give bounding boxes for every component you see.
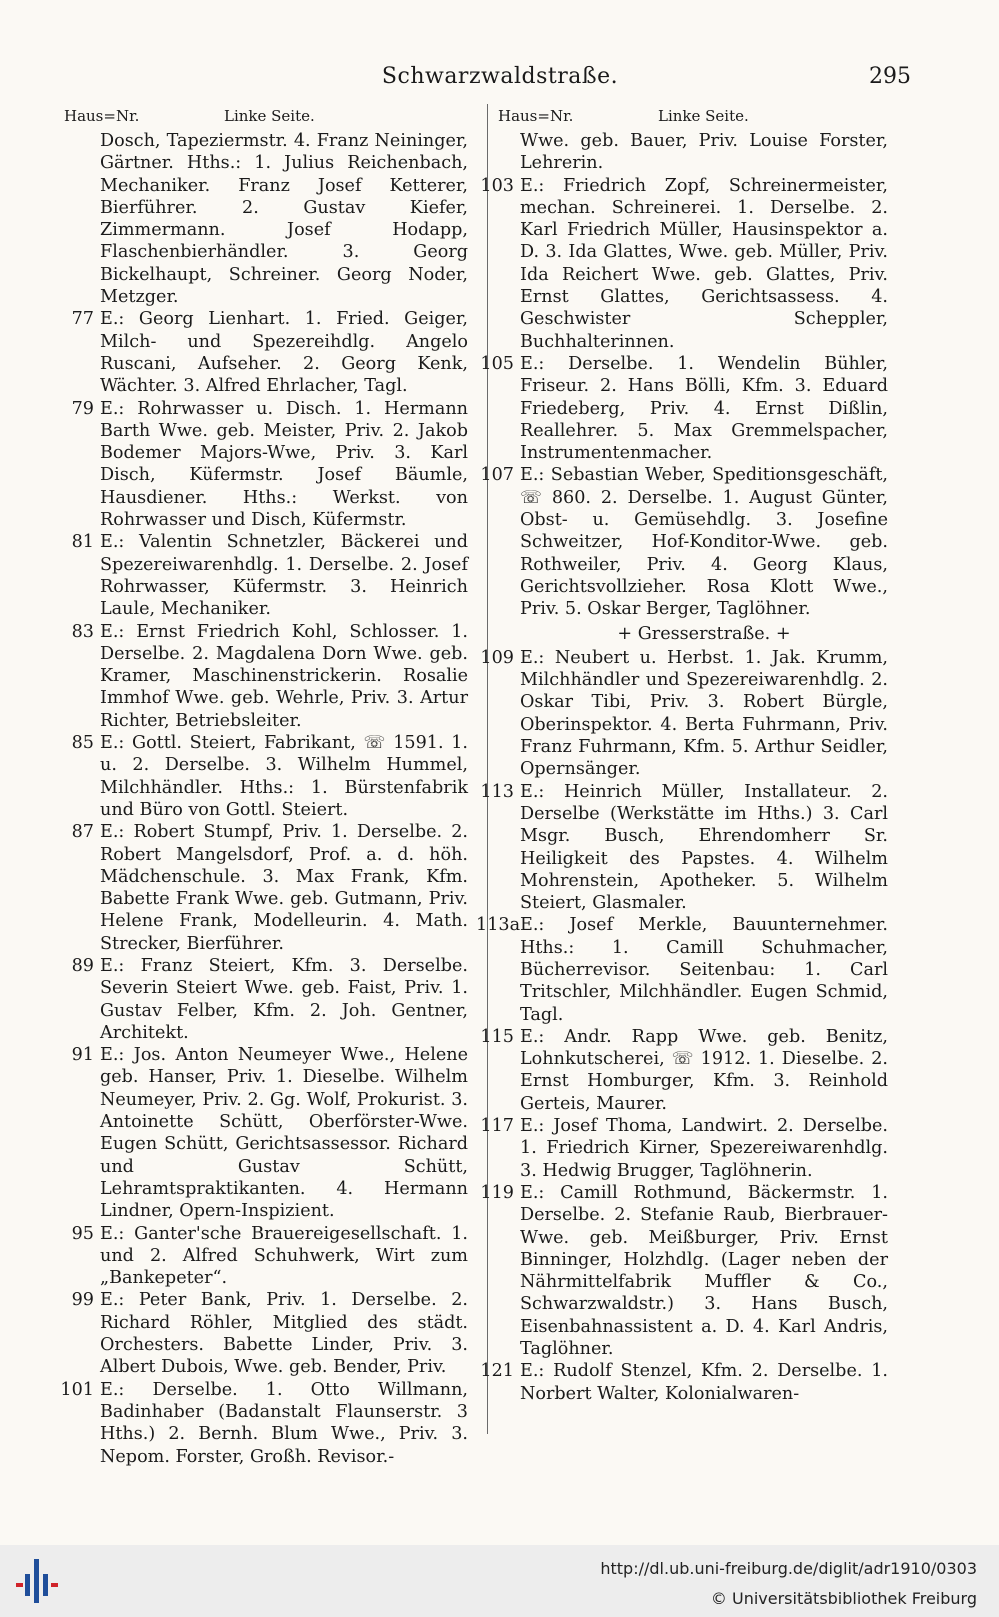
house-number: 77 [71,309,94,330]
side-label: Linke Seite. [224,107,315,125]
continued-entry: Dosch, Tapeziermstr. 4. Franz Neininger, Gärtner. Hths.: 1. Julius Reichenbach, Mechaniker. Franz Josef Ketterer, Bierführer. 2. Gustav Kiefer, Zimmermann. Josef Hodapp, Flaschenbierhändler. 3. Georg Bickelhaupt, Schreiner. Georg Noder, Metzger. [100,131,468,308]
residents-text: E.: Rudolf Stenzel, Kfm. 2. Derselbe. 1. Norbert Walter, Kolonialwaren- [520,1361,888,1404]
footer-bar [0,1545,999,1617]
address-entry [56,398,468,532]
residents-text: E.: Robert Stumpf, Priv. 1. Derselbe. 2. Robert Mangelsdorf, Prof. a. d. höh. Mädchenschule. 3. Max Frank, Kfm. Babette Frank Wwe. geb. Gutmann, Priv. Helene Frank, Modelleurin. 4. Math. Strecker, Bierführer. [100,822,468,954]
street-title: Schwarzwaldstraße. [381,64,619,89]
house-number: 95 [71,1223,94,1244]
house-number: 91 [71,1045,94,1066]
address-entry [476,1026,888,1115]
address-entry [56,531,468,620]
house-number-label: Haus=Nr. [498,107,574,125]
residents-text: E.: Neubert u. Herbst. 1. Jak. Krumm, Milchhändler und Spezereiwarenhdlg. 2. Oskar Tibi, Priv. 3. Robert Bürgle, Oberinspektor. 4. Berta Fuhrmann, Priv. Franz Fuhrmann, Kfm. 5. Arthur Seidler, Opernsänger. [520,647,888,780]
address-entry [476,1360,888,1405]
residents-text: E.: Ernst Friedrich Kohl, Schlosser. 1. Derselbe. 2. Magdalena Dorn Wwe. geb. Kramer, Maschinenstrickerin. Rosalie Immhof Wwe. geb. Wehrle, Priv. 3. Artur Richter, Betriebsleiter. [100,621,468,731]
right-entry-list-after [476,647,888,1405]
cross-street-heading: + Gresserstraße. + [617,623,791,644]
residents-text: E.: Rohrwasser u. Disch. 1. Hermann Barth Wwe. geb. Meister, Priv. 2. Jakob Bodemer Majors-Wwe, Priv. 3. Karl Disch, Küfermstr. Josef Bäumle, Hausdiener. Hths.: Werkst. von Rohrwasser und Disch, Küfermstr. [100,398,468,531]
address-entry [56,732,468,821]
house-number: 117 [480,1116,514,1137]
house-number: 83 [71,621,94,642]
house-number: 115 [480,1026,514,1047]
residents-text: E.: Derselbe. 1. Otto Willmann, Badinhaber (Badanstalt Flaunserstr. 3 Hths.) 2. Bernh. Blum Wwe., Priv. 3. Nepom. Forster, Großh. Revisor.- [100,1379,468,1467]
residents-text: E.: Sebastian Weber, Speditionsgeschäft, ☏ 860. 2. Derselbe. 1. August Günter, Obst- u. Gemüsehdlg. 3. Josefine Schweitzer, Hof-Konditor-Wwe. geb. Rothweiler, Priv. 4. Georg Klaus, Gerichtsvollzieher. Rosa Klott Wwe., Priv. 5. Oskar Berger, Taglöhner. [520,465,888,620]
house-number: 99 [71,1290,94,1311]
residents-text: E.: Gottl. Steiert, Fabrikant, ☏ 1591. 1. u. 2. Derselbe. 3. Wilhelm Hummel, Milchhändler. Hths.: 1. Bürstenfabrik und Büro von Gottl. Steiert. [100,733,468,820]
address-entry [56,621,468,732]
address-entry [476,781,888,915]
address-entry [476,1115,888,1182]
residents-text: E.: Camill Rothmund, Bäckermstr. 1. Derselbe. 2. Stefanie Raub, Bierbrauer-Wwe. geb. Meißburger, Priv. Ernst Binninger, Holzhdlg. (Lager neben der Nährmittelfabrik Muffler & Co., Schwarzwaldstr.) 3. Hans Busch, Eisenbahnassistent a. D. 4. Karl Andris, Taglöhner. [520,1182,888,1360]
address-entry [476,175,888,353]
address-entry [56,308,468,397]
residents-text: E.: Valentin Schnetzler, Bäckerei und Spezereiwarenhdlg. 1. Derselbe. 2. Josef Rohrwasser, Küfermstr. 3. Heinrich Laule, Mechaniker. [100,532,468,620]
house-number: 121 [480,1361,514,1382]
house-number: 81 [71,532,94,553]
residents-text: E.: Josef Thoma, Landwirt. 2. Derselbe. 1. Friedrich Kirner, Spezereiwarenhdlg. 3. Hedwig Brugger, Taglöhnerin. [520,1116,888,1181]
residents-text: E.: Ganter'sche Brauereigesellschaft. 1. und 2. Alfred Schuhwerk, Wirt zum „Bankepeter“. [100,1223,468,1289]
copyright-notice: © Universitätsbibliothek Freiburg [710,1589,977,1608]
library-logo-icon [14,1557,62,1605]
page-number: 295 [869,64,911,89]
left-entry-list [56,308,468,1467]
right-column [476,130,888,1405]
house-number: 109 [480,647,514,668]
house-number-label: Haus=Nr. [64,107,140,125]
running-head [0,64,999,96]
house-number: 119 [480,1182,514,1203]
house-number: 113a [476,915,521,936]
continued-entry: Wwe. geb. Bauer, Priv. Louise Forster, Lehrerin. [520,131,888,174]
residents-text: E.: Jos. Anton Neumeyer Wwe., Helene geb. Hanser, Priv. 1. Dieselbe. Wilhelm Neumeyer, Priv. 2. Gg. Wolf, Prokurist. 3. Antoinette Schütt, Oberförster-Wwe. Eugen Schütt, Gerichtsassessor. Richard und Gustav Schütt, Lehramtspraktikanten. 4. Hermann Lindner, Opern-Inspizient. [100,1045,468,1222]
residents-text: E.: Heinrich Müller, Installateur. 2. Derselbe (Werkstätte im Hths.) 3. Carl Msgr. Busch, Ehrendomherr Sr. Heiligkeit des Papstes. 4. Wilhelm Mohrenstein, Apotheker. 5. Wilhelm Steiert, Glasmaler. [520,781,888,914]
address-entry [476,464,888,620]
residents-text: E.: Peter Bank, Priv. 1. Derselbe. 2. Richard Röhler, Mitglied des städt. Orchesters. Babette Linder, Priv. 3. Albert Dubois, Wwe. geb. Bender, Priv. [100,1290,468,1378]
left-column [56,130,468,1468]
house-number: 103 [480,175,514,196]
house-number: 107 [480,465,514,486]
residents-text: E.: Georg Lienhart. 1. Fried. Geiger, Milch- und Spezereihdlg. Angelo Ruscani, Aufseher. 2. Georg Kenk, Wächter. 3. Alfred Ehrlacher, Tagl. [100,309,468,397]
right-entry-list-before [476,175,888,621]
address-entry [476,353,888,464]
house-number: 79 [71,398,94,419]
residents-text: E.: Franz Steiert, Kfm. 3. Derselbe. Severin Steiert Wwe. geb. Faist, Priv. 1. Gustav Felber, Kfm. 2. Joh. Gentner, Architekt. [100,955,468,1043]
residents-text: E.: Andr. Rapp Wwe. geb. Benitz, Lohnkutscherei, ☏ 1912. 1. Dieselbe. 2. Ernst Homburger, Kfm. 3. Reinhold Gerteis, Maurer. [520,1026,888,1114]
address-entry [56,821,468,955]
address-entry [476,647,888,781]
house-number: 113 [480,781,514,802]
residents-text: E.: Derselbe. 1. Wendelin Bühler, Friseur. 2. Hans Bölli, Kfm. 3. Eduard Friedeberg, Priv. 4. Ernst Dißlin, Reallehrer. 5. Max Gremmelspacher, Instrumentenmacher. [520,353,888,464]
house-number: 85 [71,733,94,754]
side-label: Linke Seite. [658,107,749,125]
address-entry [56,1289,468,1378]
address-entry [56,955,468,1044]
address-entry [476,914,888,1025]
residents-text: E.: Josef Merkle, Bauunternehmer. Hths.: 1. Camill Schuhmacher, Bücherrevisor. Seitenbau: 1. Carl Tritschler, Milchhändler. Eugen Schmid, Tagl. [520,915,888,1025]
address-entry [56,1223,468,1290]
house-number: 89 [71,955,94,976]
address-entry [56,1379,468,1468]
residents-text: E.: Friedrich Zopf, Schreinermeister, mechan. Schreinerei. 1. Derselbe. 2. Karl Friedrich Müller, Hausinspektor a. D. 3. Ida Glattes, Wwe. geb. Müller, Priv. Ida Reichert Wwe. geb. Glattes, Priv. Ernst Glattes, Gerichtsassess. 4. Geschwister Scheppler, Buchhalterinnen. [520,175,888,352]
address-entry [56,1044,468,1222]
house-number: 105 [480,353,514,374]
house-number: 87 [71,822,94,843]
source-url-link[interactable]: http://dl.ub.uni-freiburg.de/diglit/adr1910/0303 [600,1559,977,1578]
address-entry [476,1182,888,1360]
house-number: 101 [60,1379,94,1400]
